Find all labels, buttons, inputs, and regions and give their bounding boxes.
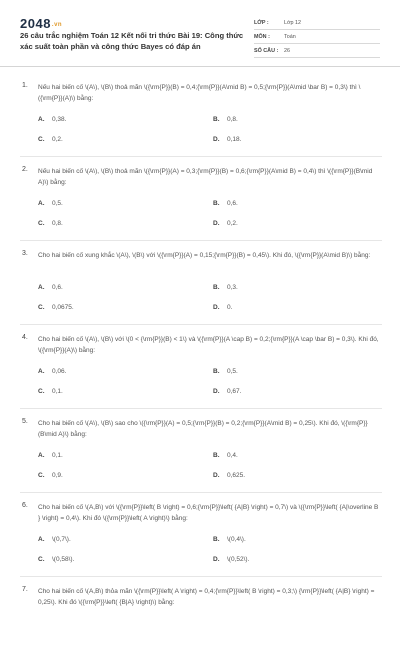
option-d[interactable] — [213, 220, 238, 227]
option-c[interactable] — [38, 304, 74, 311]
option-letter: D. — [213, 136, 220, 143]
option-value: \(0,52\). — [227, 556, 250, 563]
option-letter: B. — [213, 368, 220, 375]
option-value: 0,9. — [52, 472, 63, 479]
logo-suffix: .vn — [51, 21, 63, 28]
option-b[interactable] — [213, 284, 238, 291]
logo-text: 2048 — [20, 16, 51, 31]
question-divider — [20, 240, 382, 241]
option-letter: D. — [213, 220, 220, 227]
option-letter: A. — [38, 200, 45, 207]
question-number: 6. — [22, 502, 28, 509]
option-a[interactable] — [38, 284, 63, 291]
option-letter: A. — [38, 116, 45, 123]
option-a[interactable] — [38, 200, 63, 207]
header-divider — [0, 66, 400, 67]
question-divider — [20, 324, 382, 325]
question-6 — [0, 500, 400, 584]
question-text: Cho hai biến cố xung khắc \(A\), \(B\) với \({\rm{P}}(A) = 0,15;{\rm{P}}(B) = 0,45\). Khi đó, \({\rm{P}}(A\mid B)\) bằng: — [38, 252, 371, 259]
question-divider — [20, 492, 382, 493]
option-value: 0,3. — [227, 284, 238, 291]
option-letter: C. — [38, 304, 45, 311]
option-letter: A. — [38, 368, 45, 375]
option-a[interactable] — [38, 368, 66, 375]
question-number: 7. — [22, 586, 28, 593]
option-letter: B. — [213, 452, 220, 459]
meta-panel — [254, 16, 380, 58]
option-value: 0,8. — [52, 220, 63, 227]
question-4 — [0, 332, 400, 416]
option-a[interactable] — [38, 536, 71, 543]
question-divider — [20, 156, 382, 157]
option-a[interactable] — [38, 116, 66, 123]
option-letter: C. — [38, 136, 45, 143]
option-value: 0,06. — [52, 368, 67, 375]
question-text: Cho hai biến cố \(A,B\) thỏa mãn \({\rm{P}}\left( A \right) = 0,4;{\rm{P}}\left( B \right) = 0,3;\) {\rm{P}}\left( {A|B} \right) = 0,25\). Khi đó \({\rm{P}}\left( {B|A} \right)\) bằng: — [38, 588, 375, 606]
option-value: 0,4. — [227, 452, 238, 459]
option-letter: B. — [213, 284, 220, 291]
option-b[interactable] — [213, 116, 238, 123]
option-letter: C. — [38, 556, 45, 563]
question-number: 3. — [22, 250, 28, 257]
question-text: Nếu hai biến cố \(A\), \(B\) thoả mãn \({\rm{P}}(A) = 0,3;{\rm{P}}(B) = 0,6;{\rm{P}}(A\mid B) = 0,4\) thì \({\rm{P}}(B\mid A)\) bằng: — [38, 168, 373, 186]
option-value: 0,38. — [52, 116, 67, 123]
option-value: \(0,4\). — [227, 536, 246, 543]
site-logo[interactable] — [20, 16, 62, 31]
meta-row-grade — [254, 16, 380, 30]
question-5 — [0, 416, 400, 500]
option-letter: A. — [38, 536, 45, 543]
option-c[interactable] — [38, 556, 74, 563]
option-value: \(0,58\). — [52, 556, 75, 563]
question-text: Cho hai biến cố \(A\), \(B\) sao cho \({\rm{P}}(A) = 0,5;{\rm{P}}(B) = 0,2;{\rm{P}}(A\mid B) = 0,25\). Khi đó, \({\rm{P}}(B\mid A)\) bằng: — [38, 420, 368, 438]
option-value: 0,5. — [52, 200, 63, 207]
option-letter: D. — [213, 556, 220, 563]
option-value: 0,2. — [52, 136, 63, 143]
meta-value: Toán — [284, 33, 296, 40]
option-letter: D. — [213, 388, 220, 395]
option-letter: D. — [213, 472, 220, 479]
option-d[interactable] — [213, 472, 245, 479]
option-value: \(0,7\). — [52, 536, 71, 543]
meta-row-subject — [254, 30, 380, 44]
question-1 — [0, 80, 400, 164]
option-letter: A. — [38, 452, 45, 459]
question-number: 1. — [22, 82, 28, 89]
option-letter: B. — [213, 200, 220, 207]
option-d[interactable] — [213, 304, 232, 311]
option-letter: D. — [213, 304, 220, 311]
option-value: 0,1. — [52, 452, 63, 459]
option-letter: A. — [38, 284, 45, 291]
option-b[interactable] — [213, 368, 238, 375]
meta-label: MÔN : — [254, 33, 270, 40]
option-value: 0,0675. — [52, 304, 74, 311]
option-value: 0,2. — [227, 220, 238, 227]
option-value: 0,8. — [227, 116, 238, 123]
option-b[interactable] — [213, 200, 238, 207]
option-b[interactable] — [213, 536, 246, 543]
option-value: 0,5. — [227, 368, 238, 375]
option-value: 0,18. — [227, 136, 242, 143]
question-list — [0, 80, 400, 668]
meta-value: 26 — [284, 47, 290, 54]
option-letter: C. — [38, 220, 45, 227]
option-letter: C. — [38, 472, 45, 479]
option-c[interactable] — [38, 136, 63, 143]
meta-label: LỚP : — [254, 19, 269, 26]
option-b[interactable] — [213, 452, 238, 459]
meta-value: Lớp 12 — [284, 19, 302, 26]
option-letter: C. — [38, 388, 45, 395]
option-d[interactable] — [213, 556, 249, 563]
page-title: 26 câu trắc nghiệm Toán 12 Kết nối tri thức Bài 19: Công thức xác suất toàn phần và công thức Bayes có đáp án — [20, 31, 244, 51]
option-d[interactable] — [213, 136, 241, 143]
meta-row-count — [254, 44, 380, 58]
header — [0, 0, 400, 66]
question-7 — [0, 584, 400, 668]
option-value: 0,67. — [227, 388, 242, 395]
question-text: Cho hai biến cố \(A\), \(B\) với \(0 < {\rm{P}}(B) < 1\) và \({\rm{P}}(A \cap B) = 0,2;{\rm{P}}(A \cap \bar B) = 0,3\). Khi đó, \({\rm{P}}(A)\) bằng: — [38, 336, 379, 354]
question-divider — [20, 408, 382, 409]
option-c[interactable] — [38, 388, 63, 395]
meta-label: SỐ CÂU : — [254, 47, 279, 54]
option-value: 0,625. — [227, 472, 246, 479]
option-c[interactable] — [38, 220, 63, 227]
question-text: Cho hai biến cố \(A,B\) với \({\rm{P}}\left( B \right) = 0,6;{\rm{P}}\left( {A|B} \right) = 0,7\) và \({\rm{P}}\left( {A|\overline B } \right) = 0,4\). Khi đó \({\rm{P}}\left( A \right)\) bằng: — [38, 504, 379, 522]
option-letter: B. — [213, 116, 220, 123]
option-d[interactable] — [213, 388, 241, 395]
question-text: Nếu hai biến cố \(A\), \(B\) thoả mãn \({\rm{P}}(B) = 0,4;{\rm{P}}(A\mid B) = 0,5;{\rm{P}}(A\mid \bar B) = 0,3\) thì \({\rm{P}}(A)\) bằng: — [38, 84, 361, 102]
option-value: 0,6. — [52, 284, 63, 291]
question-2 — [0, 164, 400, 248]
question-number: 5. — [22, 418, 28, 425]
option-c[interactable] — [38, 472, 63, 479]
option-value: 0. — [227, 304, 233, 311]
option-value: 0,6. — [227, 200, 238, 207]
question-number: 4. — [22, 334, 28, 341]
question-divider — [20, 576, 382, 577]
option-value: 0,1. — [52, 388, 63, 395]
option-a[interactable] — [38, 452, 63, 459]
question-3 — [0, 248, 400, 332]
question-number: 2. — [22, 166, 28, 173]
option-letter: B. — [213, 536, 220, 543]
